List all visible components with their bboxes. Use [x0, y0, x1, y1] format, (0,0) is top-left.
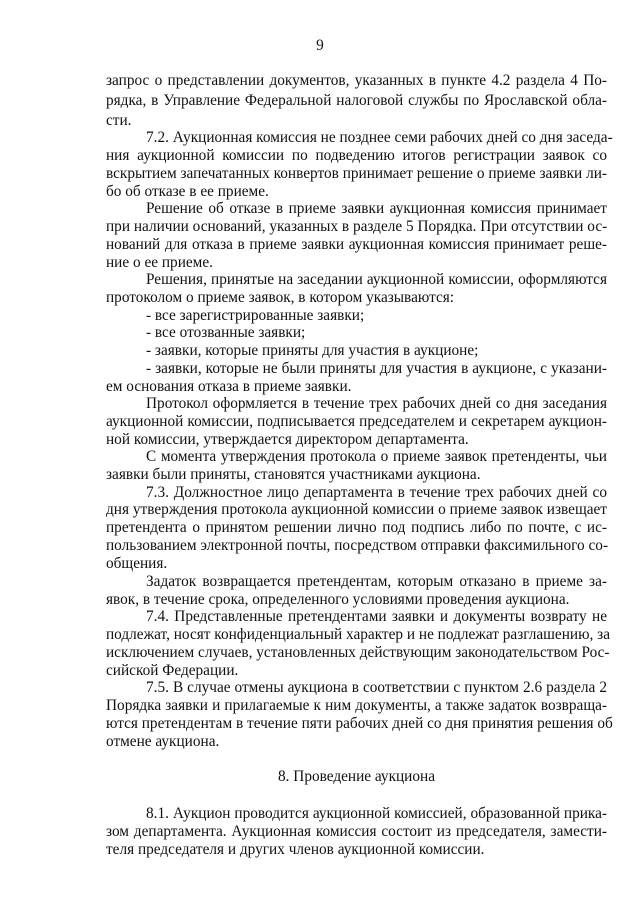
text-line: Решения, принятые на заседании аукционной комиссии, оформляются	[146, 271, 607, 288]
text-line: зом департамента. Аукционная комиссия состоит из председателя, замести-	[106, 823, 607, 840]
text-line: отмене аукциона.	[106, 733, 220, 750]
text-line: бо об отказе в ее приеме.	[106, 183, 269, 200]
text-line: Порядка заявки и прилагаемые к ним документы, а также задаток возвраща-	[106, 697, 607, 714]
text-line: явок, в течение срока, определенного условиями проведения аукциона.	[106, 591, 570, 608]
text-line: ния аукционной комиссии по подведению итогов регистрации заявок со	[106, 147, 607, 164]
text-line: 7.4. Представленные претендентами заявки и документы возврату не	[146, 608, 607, 625]
text-line: подлежат, носят конфиденциальный характер и не подлежат разглашению, за	[106, 626, 611, 643]
text-line: Протокол оформляется в течение трех рабочих дней со дня заседания	[146, 395, 607, 412]
text-line: теля председателя и других членов аукционной комиссии.	[106, 841, 485, 858]
text-line: 8.1. Аукцион проводится аукционной комиссией, образованной прика-	[146, 805, 607, 822]
text-line: С момента утверждения протокола о приеме заявок претенденты, чьи	[146, 448, 607, 465]
text-line: сти.	[106, 112, 132, 129]
text-line: 7.5. В случае отмены аукциона в соответствии с пунктом 2.6 раздела 2	[146, 679, 607, 696]
text-line: исключением случаев, установленных действующим законодательством Рос-	[106, 644, 610, 661]
text-line: дня утверждения протокола аукционной комиссии о приеме заявок извещает	[106, 501, 607, 518]
text-line: ной комиссии, утверждается директором департамента.	[106, 431, 469, 448]
text-line: сийской Федерации.	[106, 662, 239, 679]
list-item: - заявки, которые не были приняты для участия в аукционе, с указани-	[146, 360, 607, 377]
list-item: - все отозванные заявки;	[146, 324, 306, 341]
text-line: заявки были приняты, становятся участниками аукциона.	[106, 466, 481, 483]
text-line: ние о ее приеме.	[106, 254, 213, 271]
list-item: - все зарегистрированные заявки;	[146, 307, 365, 324]
text-line: 7.2. Аукционная комиссия не позднее семи рабочих дней со дня заседа-	[146, 129, 613, 146]
text-line: претендента о принятом решении лично под подпись либо по почте, с ис-	[106, 519, 607, 536]
text-line: вскрытием запечатанных конвертов принимает решение о приеме заявки ли-	[106, 165, 607, 182]
text-line: аукционной комиссии, подписывается председателем и секретарем аукцион-	[106, 413, 607, 430]
text-line: ем основания отказа в приеме заявки.	[106, 378, 352, 395]
section-heading: 8. Проведение аукциона	[277, 768, 435, 785]
text-line: нований для отказа в приеме заявки аукционная комиссия принимает реше-	[106, 236, 607, 253]
text-line: запрос о представлении документов, указанных в пункте 4.2 раздела 4 По-	[106, 72, 607, 89]
list-item: - заявки, которые приняты для участия в аукционе;	[146, 342, 479, 359]
text-line: рядка, в Управление Федеральной налоговой службы по Ярославской обла-	[106, 92, 607, 109]
text-line: пользованием электронной почты, посредством отправки факсимильного со-	[106, 537, 609, 554]
text-line: протоколом о приеме заявок, в котором указываются:	[106, 289, 455, 306]
text-line: Решение об отказе в приеме заявки аукционная комиссия принимает	[146, 200, 607, 217]
page-number: 9	[316, 37, 324, 54]
text-line: Задаток возвращается претендентам, которым отказано в приеме за-	[146, 573, 607, 590]
text-line: общения.	[106, 555, 168, 572]
text-line: 7.3. Должностное лицо департамента в течение трех рабочих дней со	[146, 484, 607, 501]
text-line: ются претендентам в течение пяти рабочих дней со дня принятия решения об	[106, 715, 613, 732]
text-line: при наличии оснований, указанных в разделе 5 Порядка. При отсутствии ос-	[106, 218, 608, 235]
